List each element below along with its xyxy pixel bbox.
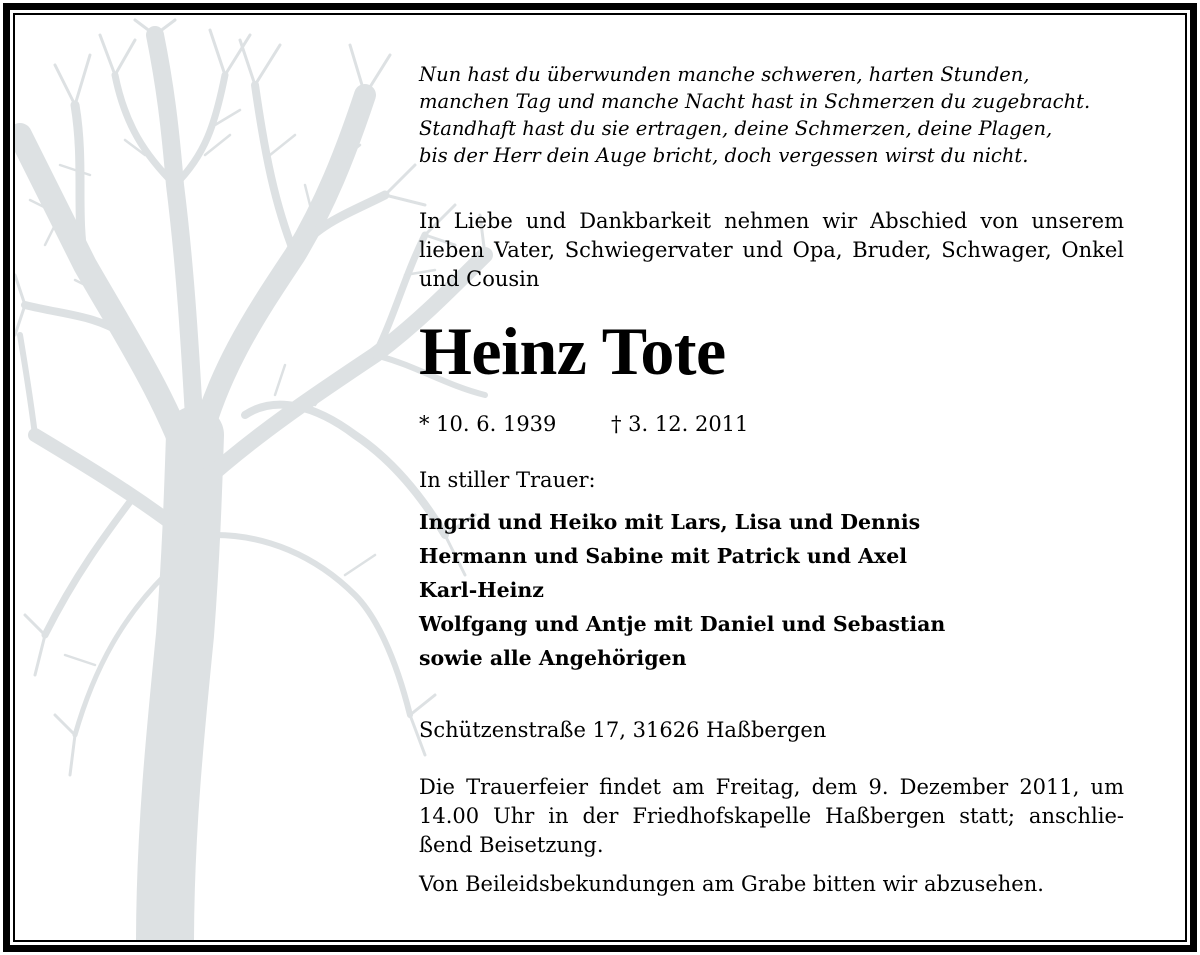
- ceremony-info: [419, 773, 1124, 860]
- mourner-line: Ingrid und Heiko mit Lars, Lisa und Dennis: [419, 510, 921, 534]
- death-date: † 3. 12. 2011: [611, 412, 749, 436]
- obituary-notice: [13, 13, 1187, 942]
- mourners-list: [419, 505, 945, 675]
- poem-line: Nun hast du überwunden manche schweren, harten Stunden,: [419, 63, 1030, 86]
- mourner-line: sowie alle Angehörigen: [419, 646, 687, 670]
- condolence-note: Von Beileidsbekundungen am Grabe bitten wir abzusehen.: [419, 872, 1044, 896]
- poem-line: Standhaft hast du sie ertragen, deine Schmerzen, deine Plagen,: [419, 117, 1053, 140]
- mourner-line: Wolfgang und Antje mit Daniel und Sebastian: [419, 612, 946, 636]
- ceremony-line: 14.00 Uhr in der Friedhofskapelle Haßbergen statt; anschlie-: [419, 804, 1124, 828]
- address: Schützenstraße 17, 31626 Haßbergen: [419, 718, 827, 742]
- mourner-line: Karl-Heinz: [419, 578, 544, 602]
- birth-date: * 10. 6. 1939: [419, 412, 557, 436]
- mourner-line: Hermann und Sabine mit Patrick und Axel: [419, 544, 908, 568]
- poem-line: bis der Herr dein Auge bricht, doch vergessen wirst du nicht.: [419, 144, 1029, 167]
- deceased-name: Heinz Tote: [419, 313, 726, 389]
- farewell-intro: In Liebe und Dankbarkeit nehmen wir Abschied von unserem lieben Vater, Schwiegervater und Opa, Bruder, Schwager, Onkel und Cousin: [419, 209, 1124, 291]
- life-dates: [419, 409, 749, 439]
- ceremony-line: ßend Beisetzung.: [419, 833, 604, 857]
- poem: [419, 61, 1124, 169]
- poem-line: manchen Tag und manche Nacht hast in Schmerzen du zugebracht.: [419, 90, 1091, 113]
- ceremony-line: Die Trauerfeier findet am Freitag, dem 9. Dezember 2011, um: [419, 775, 1124, 799]
- mourning-heading: In stiller Trauer:: [419, 468, 596, 492]
